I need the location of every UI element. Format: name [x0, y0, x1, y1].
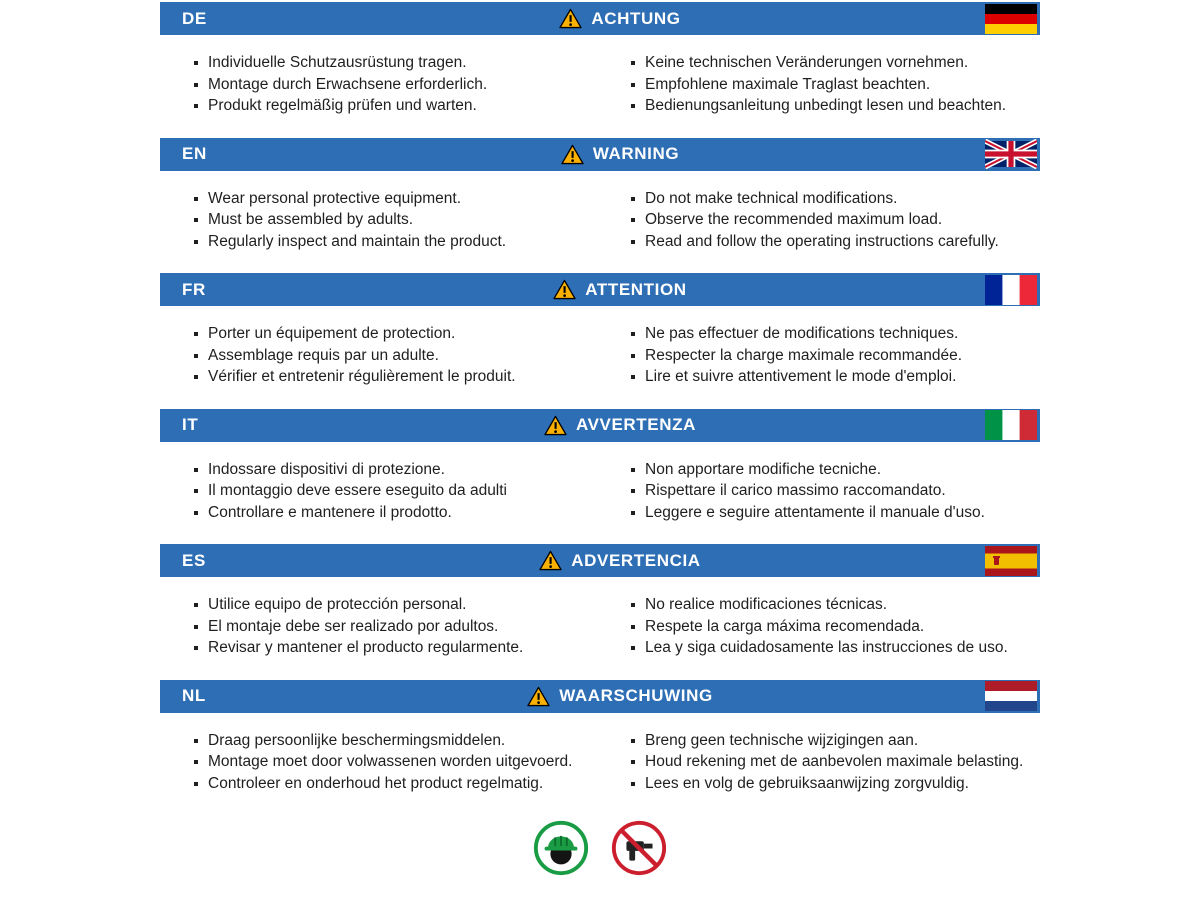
language-code: ES	[182, 550, 206, 570]
section-header-it	[160, 409, 1040, 442]
section-header-fr	[160, 273, 1040, 306]
bullet-item: Keine technischen Veränderungen vornehmen.	[629, 52, 1040, 74]
italy-flag-icon	[985, 410, 1037, 440]
language-code: EN	[182, 144, 207, 163]
france-flag-icon	[985, 275, 1037, 305]
bullet-list-left	[160, 52, 603, 117]
bullet-item: Houd rekening met de aanbevolen maximale belasting.	[629, 751, 1040, 773]
bullet-item: Revisar y mantener el producto regularmente.	[192, 637, 603, 659]
bullet-item: Leggere e seguire attentamente il manuale d'uso.	[629, 502, 1040, 524]
bullet-item: Porter un équipement de protection.	[192, 323, 603, 345]
warning-title: ACHTUNG	[591, 8, 681, 28]
language-code: DE	[182, 8, 207, 28]
bullet-item: Ne pas effectuer de modifications techniques.	[629, 323, 1040, 345]
bullet-columns	[160, 35, 1040, 138]
bullet-list-left	[160, 594, 603, 659]
warning-triangle-icon	[527, 686, 550, 707]
bullet-item: Must be assembled by adults.	[192, 209, 603, 231]
section-header-es	[160, 544, 1040, 577]
bullet-item: Individuelle Schutzausrüstung tragen.	[192, 52, 603, 74]
bullet-item: Controllare e mantenere il prodotto.	[192, 502, 603, 524]
bullet-list-right	[603, 459, 1040, 524]
bullet-item: Lees en volg de gebruiksaanwijzing zorgvuldig.	[629, 773, 1040, 795]
bullet-item: El montaje debe ser realizado por adultos.	[192, 616, 603, 638]
bullet-item: No realice modificaciones técnicas.	[629, 594, 1040, 616]
bullet-list-left	[160, 323, 603, 388]
section-fr	[160, 273, 1040, 409]
bullet-columns	[160, 171, 1040, 274]
bullet-list-right	[603, 323, 1040, 388]
bullet-item: Respete la carga máxima recomendada.	[629, 616, 1040, 638]
bullet-item: Montage durch Erwachsene erforderlich.	[192, 74, 603, 96]
bullet-list-left	[160, 188, 603, 253]
warning-title: WARNING	[592, 144, 680, 163]
bullet-item: Lea y siga cuidadosamente las instrucciones de uso.	[629, 637, 1040, 659]
bullet-item: Assemblage requis par un adulte.	[192, 345, 603, 367]
bullet-item: Observe the recommended maximum load.	[629, 209, 1040, 231]
section-de	[160, 2, 1040, 138]
bullet-list-right	[603, 730, 1040, 795]
bullet-item: Non apportare modifiche tecniche.	[629, 459, 1040, 481]
warning-title: WAARSCHUWING	[559, 686, 713, 705]
language-code: FR	[182, 279, 206, 299]
netherlands-flag-icon	[985, 681, 1037, 711]
bullet-item: Bedienungsanleitung unbedingt lesen und beachten.	[629, 95, 1040, 117]
bullet-list-left	[160, 459, 603, 524]
spain-flag-icon	[985, 546, 1037, 576]
no-drill-prohibition-icon	[610, 819, 668, 877]
bullet-columns	[160, 442, 1040, 545]
section-en	[160, 138, 1040, 274]
bullet-item: Respecter la charge maximale recommandée.	[629, 345, 1040, 367]
warning-triangle-icon	[553, 279, 576, 300]
bullet-item: Draag persoonlijke beschermingsmiddelen.	[192, 730, 603, 752]
bullet-item: Read and follow the operating instructions carefully.	[629, 231, 1040, 253]
bullet-item: Il montaggio deve essere eseguito da adulti	[192, 480, 603, 502]
bullet-list-right	[603, 52, 1040, 117]
bullet-columns	[160, 577, 1040, 680]
section-header-de	[160, 2, 1040, 35]
bullet-item: Vérifier et entretenir régulièrement le produit.	[192, 366, 603, 388]
bullet-item: Wear personal protective equipment.	[192, 188, 603, 210]
warning-triangle-icon	[559, 8, 582, 29]
bullet-item: Regularly inspect and maintain the product.	[192, 231, 603, 253]
bullet-list-left	[160, 730, 603, 795]
warning-title: ATTENTION	[585, 279, 687, 299]
warning-triangle-icon	[544, 415, 567, 436]
bullet-item: Breng geen technische wijzigingen aan.	[629, 730, 1040, 752]
section-it	[160, 409, 1040, 545]
language-code: IT	[182, 415, 199, 434]
bullet-item: Produkt regelmäßig prüfen und warten.	[192, 95, 603, 117]
bullet-item: Controleer en onderhoud het product regelmatig.	[192, 773, 603, 795]
bullet-item: Indossare dispositivi di protezione.	[192, 459, 603, 481]
united-kingdom-flag-icon	[985, 139, 1037, 169]
safety-pictograms	[160, 819, 1040, 877]
section-header-nl	[160, 680, 1040, 713]
bullet-list-right	[603, 188, 1040, 253]
warning-title: ADVERTENCIA	[571, 550, 701, 570]
warning-triangle-icon	[561, 144, 584, 165]
warning-triangle-icon	[539, 550, 562, 571]
bullet-item: Lire et suivre attentivement le mode d'emploi.	[629, 366, 1040, 388]
safety-instruction-sheet	[160, 0, 1040, 877]
bullet-columns	[160, 306, 1040, 409]
section-nl	[160, 680, 1040, 816]
bullet-item: Montage moet door volwassenen worden uitgevoerd.	[192, 751, 603, 773]
language-code: NL	[182, 686, 206, 705]
helmet-mandatory-icon	[532, 819, 590, 877]
section-header-en	[160, 138, 1040, 171]
bullet-columns	[160, 713, 1040, 816]
section-es	[160, 544, 1040, 680]
warning-title: AVVERTENZA	[576, 415, 696, 434]
bullet-item: Empfohlene maximale Traglast beachten.	[629, 74, 1040, 96]
bullet-item: Rispettare il carico massimo raccomandato.	[629, 480, 1040, 502]
germany-flag-icon	[985, 4, 1037, 34]
bullet-item: Do not make technical modifications.	[629, 188, 1040, 210]
bullet-list-right	[603, 594, 1040, 659]
bullet-item: Utilice equipo de protección personal.	[192, 594, 603, 616]
